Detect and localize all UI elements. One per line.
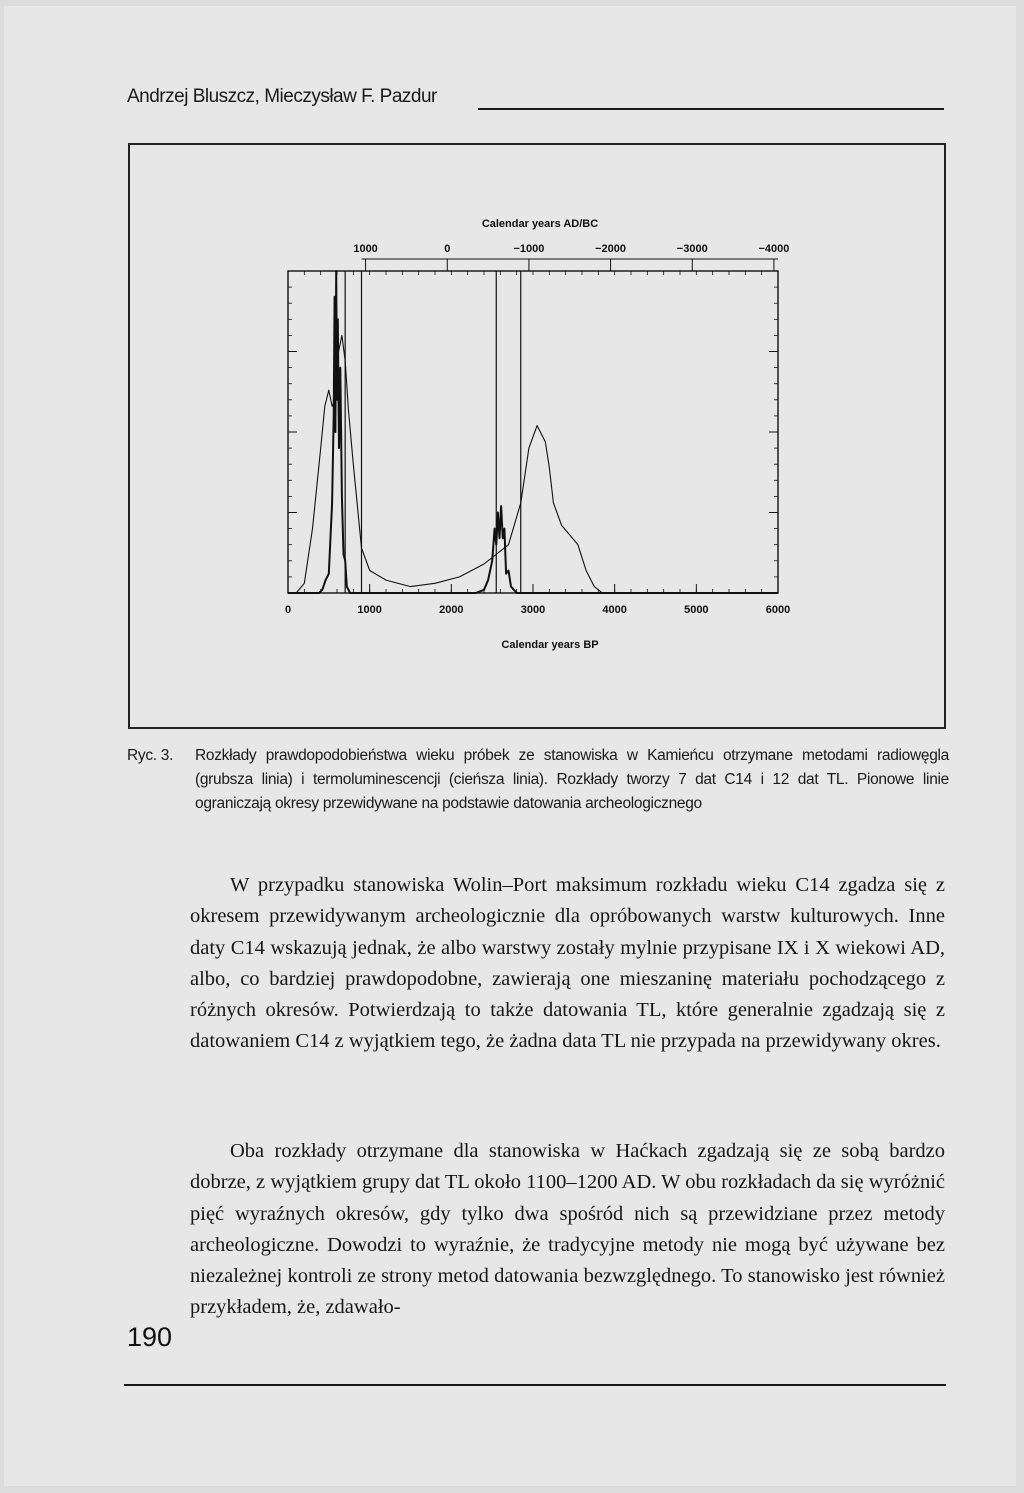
caption-text: Rozkłady prawdopodobieństwa wieku próbek ze stanowiska w Kamieńcu otrzymane metodami radiowęgla (grubsza linia) i termoluminescencji (cieńsza linia). Rozkłady tworzy 7 dat C14 i 12 dat TL. Pionowe linie ograniczają okresy przewidywane na podstawie datowania archeologicznego [195, 747, 949, 812]
bottom-tick-label: 5000 [684, 604, 709, 616]
running-head: Andrzej Bluszcz, Mieczysław F. Pazdur [127, 86, 437, 107]
top-tick-label: 1000 [353, 243, 378, 255]
bottom-tick-label: 1000 [357, 604, 382, 616]
paragraph-1: W przypadku stanowiska Wolin–Port maksimum rozkładu wieku C14 zgadza się z okresem przewidywanym archeologicznie dla opróbowanych warstw kulturowych. Inne daty C14 wskazują jednak, że albo warstwy zostały mylnie przypisane IX i X wiekowi AD, albo, co bardziej prawdopodobne, zawierają one mieszaninę materiału pochodzącego z różnych okresów. Potwierdzają to także datowania TL, które generalnie zgadzają się z datowaniem C14 z wyjątkiem tego, że żadna data TL nie przypada na przewidywany okres. [190, 874, 945, 1053]
probability-chart [130, 145, 944, 727]
top-tick-label: −3000 [676, 243, 708, 255]
caption-label: Ryc. 3. [127, 747, 174, 764]
page-number: 190 [127, 1322, 173, 1352]
bottom-tick-label: 4000 [602, 604, 627, 616]
top-tick-label: −1000 [513, 243, 545, 255]
header-rule [478, 108, 944, 110]
bottom-tick-label: 0 [284, 604, 292, 616]
paragraph-2: Oba rozkłady otrzymane dla stanowiska w Haćkach zgadzają się ze sobą bardzo dobrze, z wyjątkiem grupy dat TL około 1100–1200 AD. W obu rozkładach da się wyróżnić pięć wyraźnych okresów, gdy tylko dwa spośród nich są przewidziane przez metody archeologiczne. Dowodzi to wyraźnie, że tradycyjne metody nie mogą być używane bez niezależnej kontroli ze strony metod datowania bezwzględnego. To stanowisko jest również przykładem, że, zdawało- [190, 1140, 945, 1319]
bottom-tick-label: 6000 [765, 604, 791, 616]
bottom-tick-label: 3000 [520, 604, 546, 616]
top-tick-label: −4000 [758, 243, 790, 255]
top-tick-label: −2000 [595, 243, 627, 255]
bottom-axis-label: Calendar years BP [501, 639, 599, 651]
footer-rule [124, 1384, 946, 1386]
top-tick-label: 0 [444, 243, 451, 255]
top-axis-label: Calendar years AD/BC [481, 218, 599, 230]
figure-caption [127, 744, 949, 816]
bottom-tick-label: 2000 [439, 604, 464, 616]
figure-frame [128, 143, 946, 729]
